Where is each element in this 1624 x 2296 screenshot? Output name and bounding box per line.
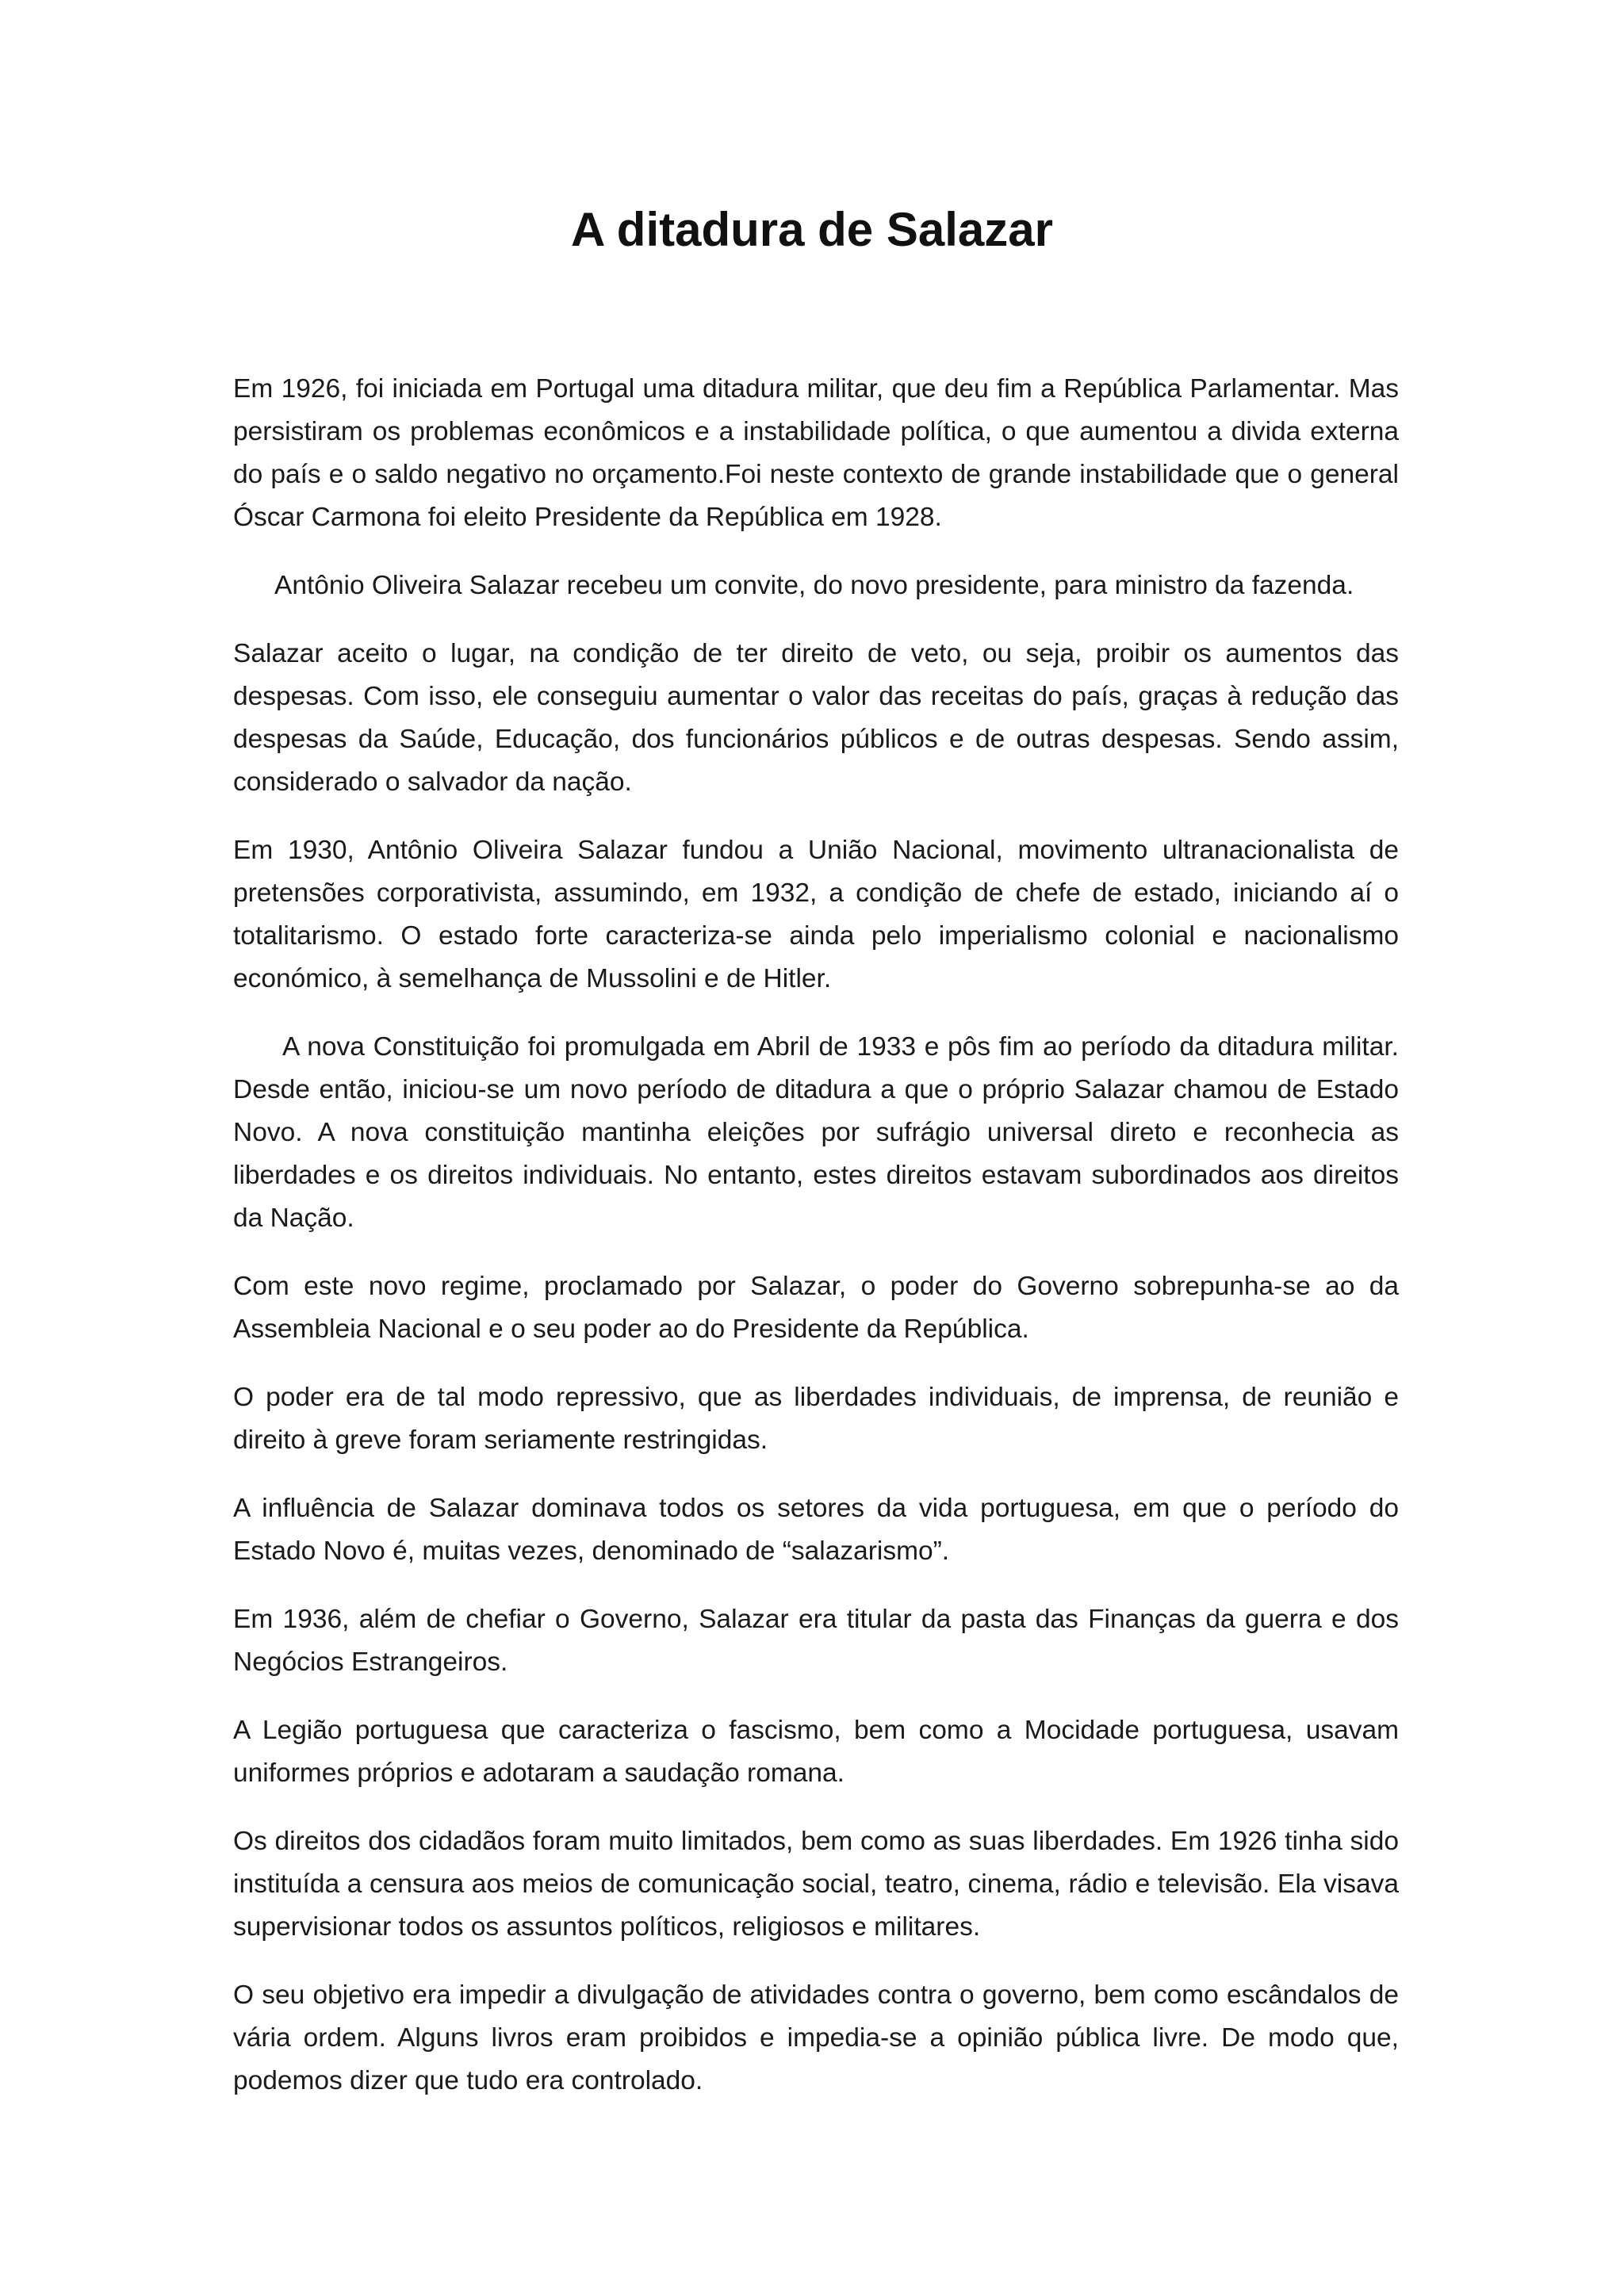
paragraph-12: O seu objetivo era impedir a divulgação de atividades contra o governo, bem como escândalos de vária ordem. Alguns livros eram proibidos e impedia-se a opinião pública livre. De modo que, podemos dizer que tudo era controlado. [233,1980,1399,2095]
paragraph-2: Antônio Oliveira Salazar recebeu um convite, do novo presidente, para ministro da fazenda. [274,571,1354,600]
paragraph-1: Em 1926, foi iniciada em Portugal uma ditadura militar, que deu fim a República Parlamentar. Mas persistiram os problemas econômicos e a instabilidade política, o que aumentou a divida externa do país e o saldo negativo no orçamento.Foi neste contexto de grande instabilidade que o general Óscar Carmona foi eleito Presidente da República em 1928. [233,374,1399,532]
paragraph-5: A nova Constituição foi promulgada em Abril de 1933 e pôs fim ao período da ditadura militar. Desde então, iniciou-se um novo período de ditadura a que o próprio Salazar chamou de Estado Novo. A nova constituição mantinha eleições por sufrágio universal direto e reconhecia as liberdades e os direitos individuais. No entanto, estes direitos estavam subordinados aos direitos da Nação. [233,1032,1399,1233]
page-title: A ditadura de Salazar [571,203,1053,256]
paragraph-4: Em 1930, Antônio Oliveira Salazar fundou a União Nacional, movimento ultranacionalista de pretensões corporativista, assumindo, em 1932, a condição de chefe de estado, iniciando aí o totalitarismo. O estado forte caracteriza-se ainda pelo imperialismo colonial e nacionalismo económico, à semelhança de Mussolini e de Hitler. [233,836,1399,993]
document-body [233,368,1399,2128]
paragraph-6: Com este novo regime, proclamado por Salazar, o poder do Governo sobrepunha-se ao da Assembleia Nacional e o seu poder ao do Presidente da República. [233,1272,1399,1344]
paragraph-8: A influência de Salazar dominava todos os setores da vida portuguesa, em que o período do Estado Novo é, muitas vezes, denominado de “salazarismo”. [233,1494,1399,1566]
paragraph-11: Os direitos dos cidadãos foram muito limitados, bem como as suas liberdades. Em 1926 tinha sido instituída a censura aos meios de comunicação social, teatro, cinema, rádio e televisão. Ela visava supervisionar todos os assuntos políticos, religiosos e militares. [233,1827,1399,1942]
paragraph-9: Em 1936, além de chefiar o Governo, Salazar era titular da pasta das Finanças da guerra e dos Negócios Estrangeiros. [233,1605,1399,1677]
paragraph-10: A Legião portuguesa que caracteriza o fascismo, bem como a Mocidade portuguesa, usavam uniformes próprios e adotaram a saudação romana. [233,1716,1399,1788]
paragraph-7: O poder era de tal modo repressivo, que as liberdades individuais, de imprensa, de reunião e direito à greve foram seriamente restringidas. [233,1383,1399,1455]
paragraph-3: Salazar aceito o lugar, na condição de ter direito de veto, ou seja, proibir os aumentos das despesas. Com isso, ele conseguiu aumentar o valor das receitas do país, graças à redução das despesas da Saúde, Educação, dos funcionários públicos e de outras despesas. Sendo assim, considerado o salvador da nação. [233,639,1399,797]
